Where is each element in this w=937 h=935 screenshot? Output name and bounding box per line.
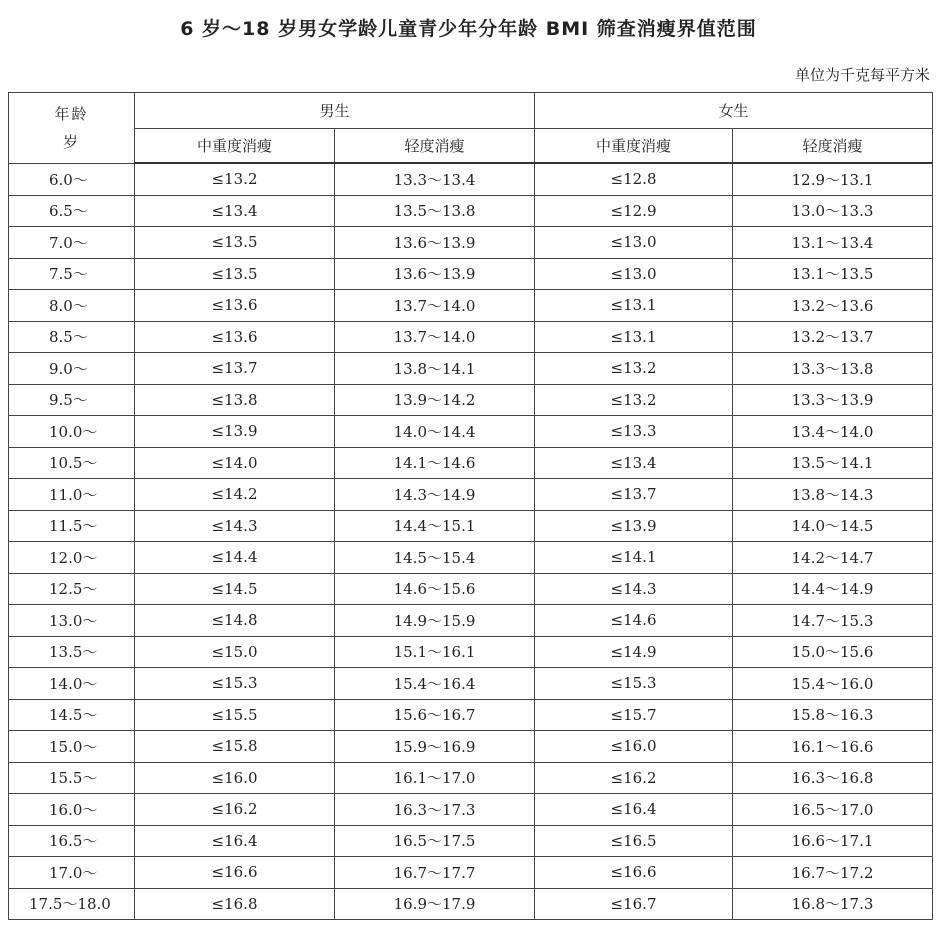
female-group-header: 女生 xyxy=(535,93,933,129)
table-row xyxy=(9,163,933,195)
age-cell: 7.5～ xyxy=(9,258,135,290)
female-mild-cell: 13.3～13.9 xyxy=(733,384,933,416)
age-cell: 12.5～ xyxy=(9,573,135,605)
female-mild-cell: 16.7～17.2 xyxy=(733,857,933,889)
male-mild-cell: 13.8～14.1 xyxy=(335,353,535,385)
male-mild-cell: 14.4～15.1 xyxy=(335,510,535,542)
female-moderate-severe-cell: ≤14.9 xyxy=(535,636,733,668)
female-mild-cell: 13.8～14.3 xyxy=(733,479,933,511)
document-title: 6 岁～18 岁男女学龄儿童青少年分年龄 BMI 筛查消瘦界值范围 xyxy=(180,18,757,40)
female-moderate-severe-header: 中重度消瘦 xyxy=(535,129,733,164)
table-row xyxy=(9,668,933,700)
female-moderate-severe-cell: ≤13.1 xyxy=(535,321,733,353)
table-row xyxy=(9,699,933,731)
female-moderate-severe-cell: ≤14.1 xyxy=(535,542,733,574)
age-cell: 13.0～ xyxy=(9,605,135,637)
table-row xyxy=(9,636,933,668)
female-mild-cell: 16.1～16.6 xyxy=(733,731,933,763)
male-mild-cell: 13.6～13.9 xyxy=(335,227,535,259)
male-mild-cell: 16.9～17.9 xyxy=(335,888,535,920)
table-row xyxy=(9,227,933,259)
male-moderate-severe-cell: ≤16.2 xyxy=(135,794,335,826)
female-mild-cell: 15.0～15.6 xyxy=(733,636,933,668)
male-moderate-severe-header: 中重度消瘦 xyxy=(135,129,335,164)
female-moderate-severe-cell: ≤13.2 xyxy=(535,384,733,416)
age-cell: 14.0～ xyxy=(9,668,135,700)
female-moderate-severe-cell: ≤16.7 xyxy=(535,888,733,920)
age-cell: 9.0～ xyxy=(9,353,135,385)
table-body xyxy=(9,163,933,920)
male-mild-cell: 14.5～15.4 xyxy=(335,542,535,574)
male-mild-cell: 15.4～16.4 xyxy=(335,668,535,700)
female-mild-cell: 16.8～17.3 xyxy=(733,888,933,920)
age-cell: 8.5～ xyxy=(9,321,135,353)
female-moderate-severe-cell: ≤13.4 xyxy=(535,447,733,479)
male-moderate-severe-cell: ≤15.5 xyxy=(135,699,335,731)
table-row xyxy=(9,353,933,385)
female-moderate-severe-cell: ≤13.7 xyxy=(535,479,733,511)
female-mild-cell: 16.6～17.1 xyxy=(733,825,933,857)
male-group-header: 男生 xyxy=(135,93,535,129)
table-row xyxy=(9,479,933,511)
age-cell: 11.5～ xyxy=(9,510,135,542)
female-moderate-severe-cell: ≤13.3 xyxy=(535,416,733,448)
male-moderate-severe-cell: ≤15.0 xyxy=(135,636,335,668)
table-row xyxy=(9,542,933,574)
male-moderate-severe-cell: ≤14.8 xyxy=(135,605,335,637)
male-mild-cell: 16.7～17.7 xyxy=(335,857,535,889)
male-moderate-severe-cell: ≤16.4 xyxy=(135,825,335,857)
male-mild-cell: 13.3～13.4 xyxy=(335,163,535,195)
female-mild-cell: 13.0～13.3 xyxy=(733,195,933,227)
male-mild-cell: 14.3～14.9 xyxy=(335,479,535,511)
female-mild-cell: 14.4～14.9 xyxy=(733,573,933,605)
male-mild-cell: 13.7～14.0 xyxy=(335,321,535,353)
male-mild-cell: 13.7～14.0 xyxy=(335,290,535,322)
female-mild-cell: 13.1～13.5 xyxy=(733,258,933,290)
female-moderate-severe-cell: ≤12.8 xyxy=(535,163,733,195)
male-moderate-severe-cell: ≤13.7 xyxy=(135,353,335,385)
male-mild-header: 轻度消瘦 xyxy=(335,129,535,164)
female-mild-cell: 14.0～14.5 xyxy=(733,510,933,542)
age-cell: 17.5～18.0 xyxy=(9,888,135,920)
female-mild-cell: 13.2～13.7 xyxy=(733,321,933,353)
male-moderate-severe-cell: ≤14.2 xyxy=(135,479,335,511)
female-mild-cell: 15.8～16.3 xyxy=(733,699,933,731)
female-mild-cell: 14.2～14.7 xyxy=(733,542,933,574)
male-moderate-severe-cell: ≤16.6 xyxy=(135,857,335,889)
table-row xyxy=(9,825,933,857)
male-mild-cell: 14.1～14.6 xyxy=(335,447,535,479)
table-row xyxy=(9,573,933,605)
male-mild-cell: 16.3～17.3 xyxy=(335,794,535,826)
female-moderate-severe-cell: ≤16.0 xyxy=(535,731,733,763)
male-mild-cell: 15.6～16.7 xyxy=(335,699,535,731)
table-row xyxy=(9,195,933,227)
female-mild-cell: 13.5～14.1 xyxy=(733,447,933,479)
age-cell: 16.5～ xyxy=(9,825,135,857)
female-moderate-severe-cell: ≤14.6 xyxy=(535,605,733,637)
male-moderate-severe-cell: ≤13.5 xyxy=(135,227,335,259)
table-row xyxy=(9,605,933,637)
female-mild-cell: 16.5～17.0 xyxy=(733,794,933,826)
male-mild-cell: 15.9～16.9 xyxy=(335,731,535,763)
female-mild-cell: 14.7～15.3 xyxy=(733,605,933,637)
male-mild-cell: 15.1～16.1 xyxy=(335,636,535,668)
table-row xyxy=(9,794,933,826)
male-moderate-severe-cell: ≤13.6 xyxy=(135,321,335,353)
male-moderate-severe-cell: ≤14.4 xyxy=(135,542,335,574)
age-cell: 10.5～ xyxy=(9,447,135,479)
male-mild-cell: 13.6～13.9 xyxy=(335,258,535,290)
male-moderate-severe-cell: ≤16.0 xyxy=(135,762,335,794)
age-cell: 15.5～ xyxy=(9,762,135,794)
bmi-table xyxy=(8,92,933,920)
age-cell: 14.5～ xyxy=(9,699,135,731)
table-row xyxy=(9,447,933,479)
female-moderate-severe-cell: ≤13.2 xyxy=(535,353,733,385)
table-row xyxy=(9,888,933,920)
female-moderate-severe-cell: ≤15.7 xyxy=(535,699,733,731)
female-mild-header: 轻度消瘦 xyxy=(733,129,933,164)
male-mild-cell: 13.5～13.8 xyxy=(335,195,535,227)
male-mild-cell: 16.1～17.0 xyxy=(335,762,535,794)
unit-note: 单位为千克每平方米 xyxy=(794,66,930,84)
age-cell: 15.0～ xyxy=(9,731,135,763)
female-mild-cell: 15.4～16.0 xyxy=(733,668,933,700)
table-row xyxy=(9,857,933,889)
age-header-unit: 岁 xyxy=(62,132,80,151)
table-row xyxy=(9,290,933,322)
male-moderate-severe-cell: ≤13.2 xyxy=(135,163,335,195)
male-moderate-severe-cell: ≤13.6 xyxy=(135,290,335,322)
age-cell: 6.0～ xyxy=(9,163,135,195)
female-moderate-severe-cell: ≤13.9 xyxy=(535,510,733,542)
male-moderate-severe-cell: ≤15.8 xyxy=(135,731,335,763)
female-moderate-severe-cell: ≤14.3 xyxy=(535,573,733,605)
female-moderate-severe-cell: ≤16.2 xyxy=(535,762,733,794)
male-moderate-severe-cell: ≤13.9 xyxy=(135,416,335,448)
age-cell: 16.0～ xyxy=(9,794,135,826)
age-cell: 11.0～ xyxy=(9,479,135,511)
male-mild-cell: 14.6～15.6 xyxy=(335,573,535,605)
male-moderate-severe-cell: ≤13.4 xyxy=(135,195,335,227)
age-column-header xyxy=(9,93,135,164)
age-cell: 8.0～ xyxy=(9,290,135,322)
table-row xyxy=(9,762,933,794)
female-moderate-severe-cell: ≤16.5 xyxy=(535,825,733,857)
age-cell: 10.0～ xyxy=(9,416,135,448)
female-mild-cell: 13.2～13.6 xyxy=(733,290,933,322)
table-row xyxy=(9,258,933,290)
male-moderate-severe-cell: ≤15.3 xyxy=(135,668,335,700)
table-row xyxy=(9,384,933,416)
age-cell: 13.5～ xyxy=(9,636,135,668)
age-cell: 12.0～ xyxy=(9,542,135,574)
female-moderate-severe-cell: ≤13.1 xyxy=(535,290,733,322)
female-moderate-severe-cell: ≤13.0 xyxy=(535,258,733,290)
table-row xyxy=(9,731,933,763)
age-cell: 9.5～ xyxy=(9,384,135,416)
female-moderate-severe-cell: ≤13.0 xyxy=(535,227,733,259)
female-moderate-severe-cell: ≤16.6 xyxy=(535,857,733,889)
female-moderate-severe-cell: ≤15.3 xyxy=(535,668,733,700)
table-header xyxy=(9,93,933,164)
male-mild-cell: 13.9～14.2 xyxy=(335,384,535,416)
age-cell: 6.5～ xyxy=(9,195,135,227)
male-moderate-severe-cell: ≤14.5 xyxy=(135,573,335,605)
female-mild-cell: 13.4～14.0 xyxy=(733,416,933,448)
age-header-label: 年龄 xyxy=(54,104,89,123)
table-row xyxy=(9,510,933,542)
age-cell: 7.0～ xyxy=(9,227,135,259)
female-mild-cell: 16.3～16.8 xyxy=(733,762,933,794)
male-moderate-severe-cell: ≤14.0 xyxy=(135,447,335,479)
male-moderate-severe-cell: ≤13.5 xyxy=(135,258,335,290)
table-row xyxy=(9,321,933,353)
male-moderate-severe-cell: ≤14.3 xyxy=(135,510,335,542)
male-mild-cell: 14.9～15.9 xyxy=(335,605,535,637)
age-cell: 17.0～ xyxy=(9,857,135,889)
male-moderate-severe-cell: ≤13.8 xyxy=(135,384,335,416)
female-moderate-severe-cell: ≤16.4 xyxy=(535,794,733,826)
table-row xyxy=(9,416,933,448)
male-mild-cell: 14.0～14.4 xyxy=(335,416,535,448)
female-mild-cell: 13.1～13.4 xyxy=(733,227,933,259)
female-moderate-severe-cell: ≤12.9 xyxy=(535,195,733,227)
female-mild-cell: 12.9～13.1 xyxy=(733,163,933,195)
female-mild-cell: 13.3～13.8 xyxy=(733,353,933,385)
male-mild-cell: 16.5～17.5 xyxy=(335,825,535,857)
male-moderate-severe-cell: ≤16.8 xyxy=(135,888,335,920)
